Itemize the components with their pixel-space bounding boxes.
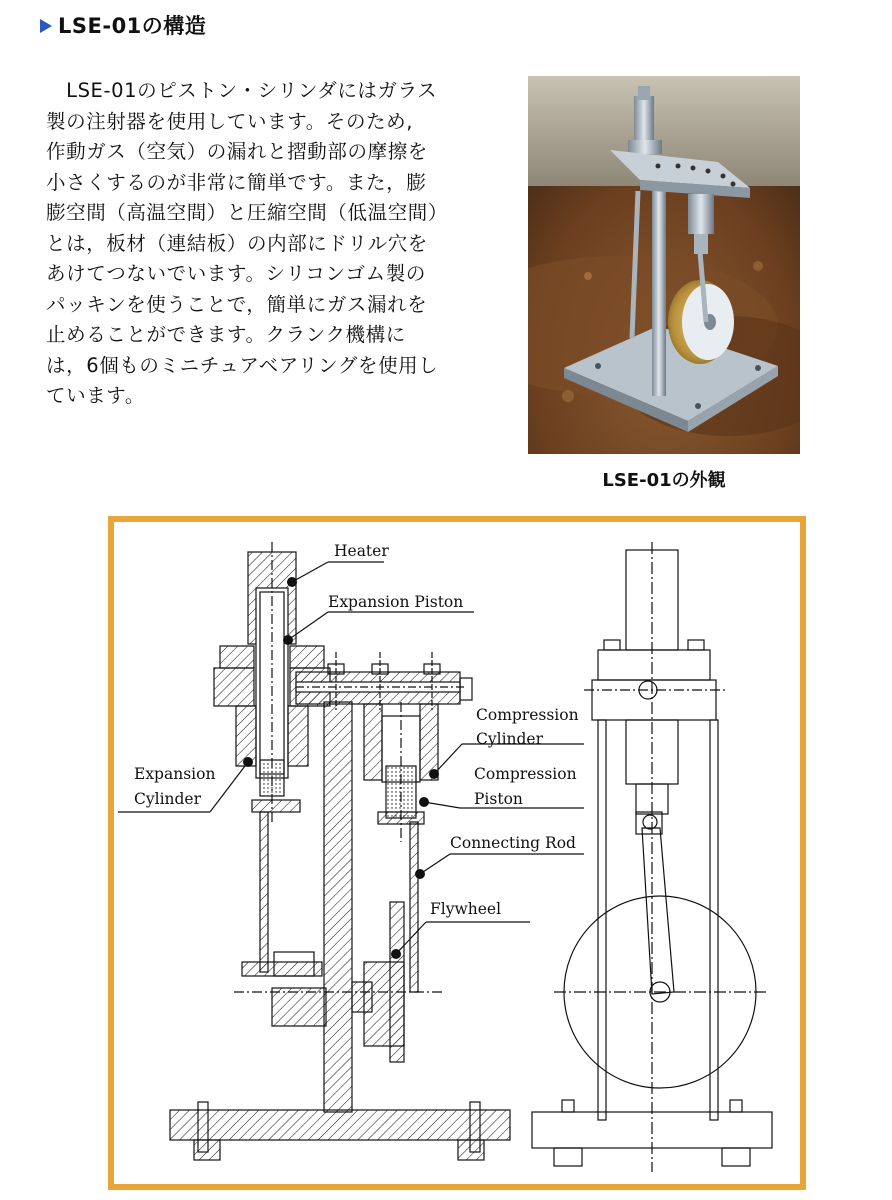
- text-line: は，6個ものミニチュアベアリングを使用し: [46, 353, 439, 377]
- label-compression-piston-line2: Piston: [474, 790, 523, 808]
- text-line: 止めることができます。クランク機構に: [46, 323, 406, 346]
- triangle-bullet-icon: [40, 19, 52, 33]
- text-line: あけてつないでいます。シリコンゴム製の: [46, 262, 426, 285]
- text-line: 製の注射器を使用しています。そのため,: [46, 109, 414, 133]
- label-compression-cylinder-line1: Compression: [476, 706, 579, 724]
- label-connecting-rod: Connecting Rod: [450, 834, 576, 852]
- structure-diagram-frame: [108, 516, 806, 1190]
- text-line: パッキンを使うことで，簡単にガス漏れを: [46, 292, 428, 316]
- engine-cross-section-drawing: [114, 522, 800, 1184]
- label-flywheel: Flywheel: [430, 900, 502, 918]
- section-title: LSE-01の構造: [58, 14, 207, 38]
- text-line: 小さくするのが非常に簡単です。また，膨: [46, 170, 427, 194]
- engine-photo: [528, 76, 800, 454]
- text-line: とは，板材（連結板）の内部にドリル穴を: [46, 231, 428, 255]
- text-line: 膨空間（高温空間）と圧縮空間（低温空間）: [46, 201, 449, 224]
- text-line: 作動ガス（空気）の漏れと摺動部の摩擦を: [46, 140, 428, 163]
- description-paragraph: [46, 76, 466, 412]
- label-heater: Heater: [334, 542, 389, 560]
- label-compression-cylinder-line2: Cylinder: [476, 730, 544, 748]
- label-expansion-cylinder-line2: Cylinder: [134, 790, 202, 808]
- text-line: LSE-01のピストン・シリンダにはガラス: [46, 79, 438, 102]
- structure-diagram: [114, 522, 800, 1184]
- engine-photo-illustration: [528, 76, 800, 454]
- section-heading: [40, 8, 206, 42]
- photo-caption: LSE-01の外観: [602, 470, 726, 491]
- label-compression-piston-line1: Compression: [474, 765, 577, 783]
- text-line: ています。: [46, 384, 145, 407]
- label-expansion-piston: Expansion Piston: [328, 593, 464, 611]
- label-expansion-cylinder-line1: Expansion: [134, 765, 216, 783]
